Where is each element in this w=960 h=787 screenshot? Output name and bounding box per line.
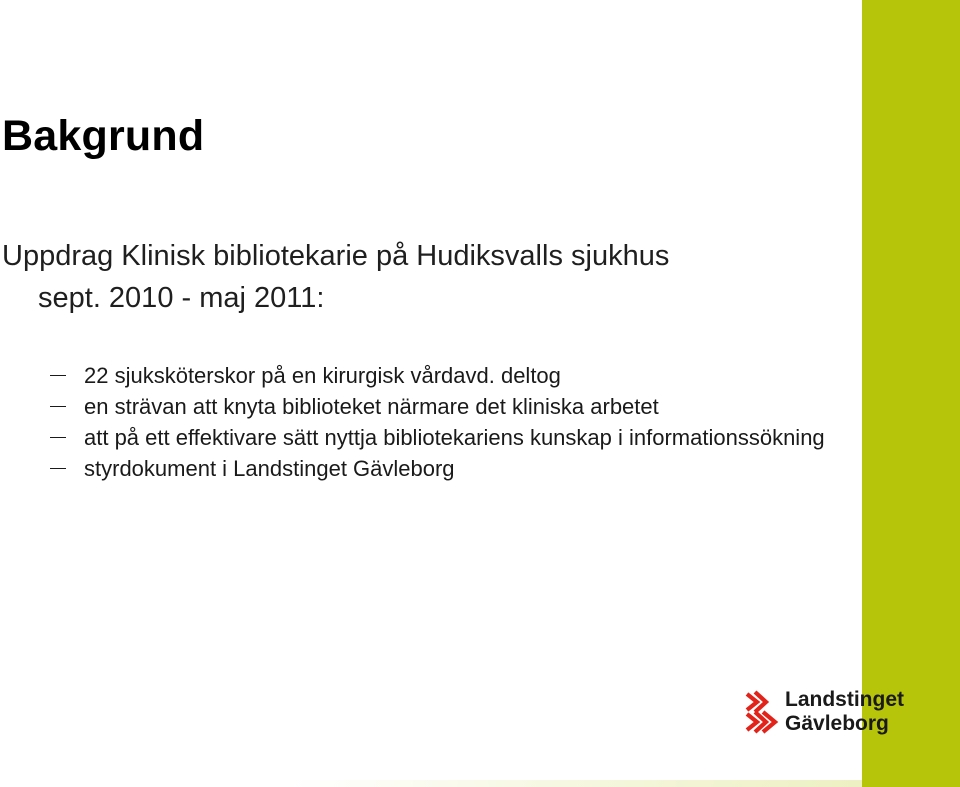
bullet-item (50, 391, 850, 422)
dash-bullet-icon (50, 375, 66, 376)
bullet-item (50, 453, 850, 484)
dash-bullet-icon (50, 406, 66, 407)
dash-bullet-icon (50, 468, 66, 469)
subtitle-line-2: sept. 2010 - maj 2011: (38, 282, 325, 314)
subtitle-line-1: Uppdrag Klinisk bibliotekarie på Hudiksvalls sjukhus (2, 240, 670, 272)
landstinget-logo (745, 688, 905, 740)
logo-line-1: Landstinget (785, 688, 904, 711)
slide-subtitle (2, 235, 669, 319)
accent-bottom-band (285, 780, 862, 787)
accent-side-bar (862, 0, 960, 787)
bullet-text: en strävan att knyta biblioteket närmare det kliniska arbetet (84, 394, 659, 419)
slide-title: Bakgrund (2, 112, 205, 160)
logo-line-2: Gävleborg (785, 712, 889, 735)
bullet-item (50, 360, 850, 391)
landstinget-logo-icon (745, 688, 779, 736)
bullet-list (50, 360, 850, 484)
bullet-text: att på ett effektivare sätt nyttja bibliotekariens kunskap i informationssökning (84, 425, 825, 450)
bullet-text: 22 sjuksköterskor på en kirurgisk vårdavd. deltog (84, 363, 561, 388)
dash-bullet-icon (50, 437, 66, 438)
logo-text (785, 688, 904, 736)
bullet-item (50, 422, 850, 453)
bullet-text: styrdokument i Landstinget Gävleborg (84, 456, 455, 481)
